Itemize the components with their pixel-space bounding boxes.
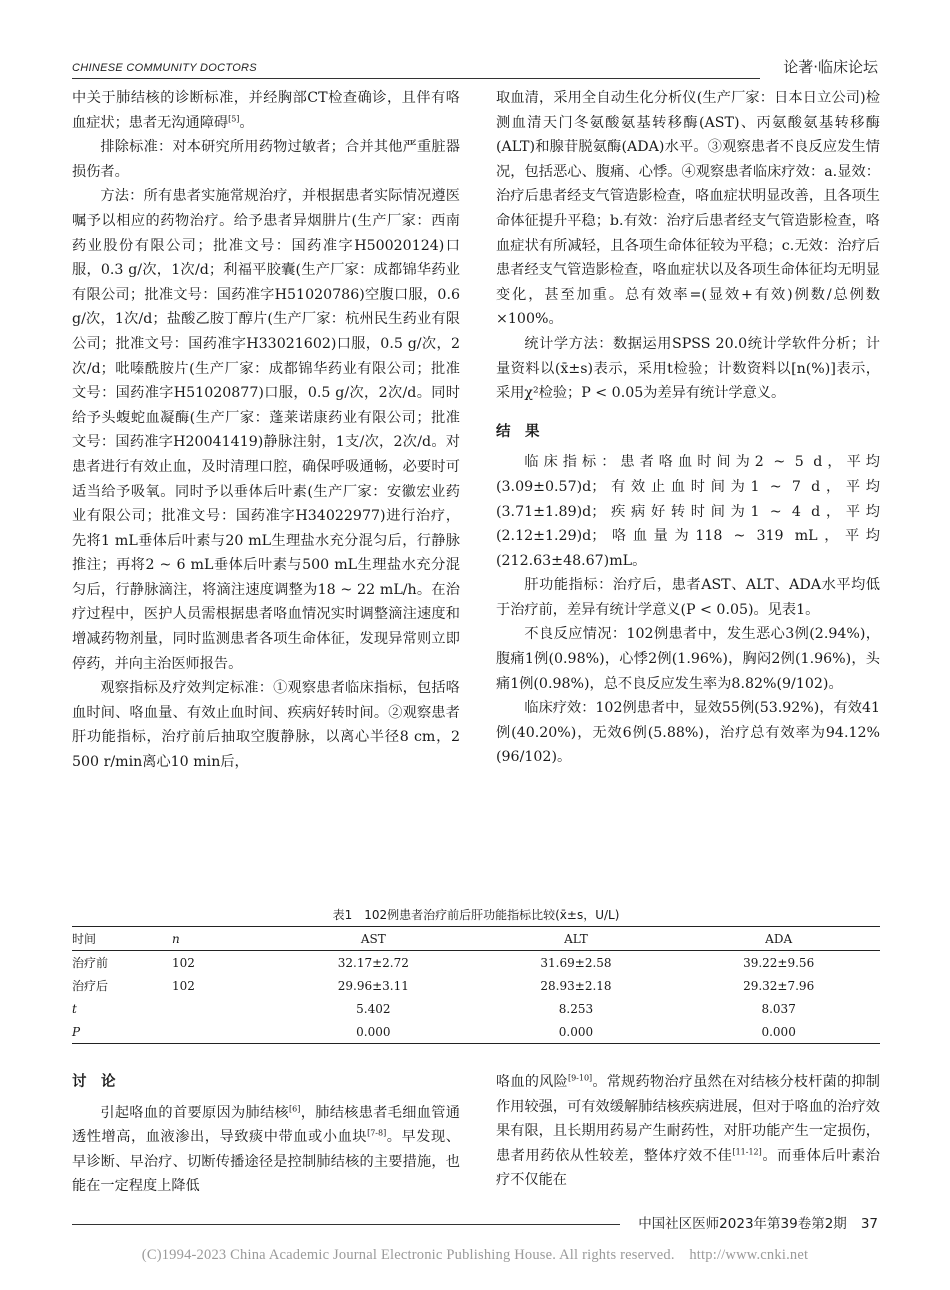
table-caption: 表1 102例患者治疗前后肝功能指标比较(x̄±s，U/L) [332,908,620,922]
table-cell: 0.000 [475,1020,678,1044]
paragraph: 中关于肺结核的诊断标准，并经胸部CT检查确诊，且伴有咯血症状；患者无沟通障碍[5]。 [72,90,460,131]
paragraph: 不良反应情况：102例患者中，发生恶心3例(2.94%)，腹痛1例(0.98%)，心悸2例(1.96%)，胸闷2例(1.96%)，头痛1例(0.98%)，总不良反应发生率为8.82%(9/102)。 [496,626,880,692]
table-cell: P [72,1020,172,1044]
discussion-left [72,1070,460,1199]
table-cell: 治疗前 [72,956,109,970]
header-cell: AST [272,927,475,951]
table-cell: 102 [172,978,195,993]
header-cell: ADA [677,927,880,951]
footer [638,1212,878,1232]
table-cell: t [72,1001,77,1016]
table-cell: 治疗后 [72,979,109,993]
table-cell: 8.253 [558,1001,594,1016]
table-row [72,997,880,1020]
discussion-heading: 讨 论 [72,1074,116,1090]
header-cell: 时间 [72,927,172,951]
table-row [72,974,880,997]
table-row [72,1020,880,1044]
paragraph: 咯血的风险[9-10]。常规药物治疗虽然在对结核分枝杆菌的抑制作用较强，可有效缓解肺结核疾病进展，但对于咯血的治疗效果有限，且长期用药易产生耐药性，对肝功能产生一定损伤，患者用药依从性较差，整体疗效不佳[11-12]。而垂体后叶素治疗不仅能在 [496,1073,880,1189]
table-cell: 0.000 [272,1020,475,1044]
paragraph: 临床疗效：102例患者中，显效55例(53.92%)，有效41例(40.20%)，无效6例(5.88%)，治疗总有效率为94.12%(96/102)。 [496,700,880,766]
results-heading: 结 果 [496,423,540,440]
discussion-right [496,1070,880,1193]
paragraph: 排除标准：对本研究所用药物过敏者；合并其他严重脏器损伤者。 [72,139,460,180]
right-column [496,86,880,770]
footer-rule [72,1224,620,1225]
table-header-row [72,927,880,951]
copyright-notice: (C)1994-2023 China Academic Journal Electronic Publishing House. All rights reserved. http://www.cnki.net [141,1247,809,1263]
header-cell: ALT [475,927,678,951]
table-cell: 0.000 [677,1020,880,1044]
table-cell [172,997,272,1020]
paragraph: 肝功能指标：治疗后，患者AST、ALT、ADA水平均低于治疗前，差异有统计学意义(P < 0.05)。见表1。 [496,577,880,618]
paragraph: 方法：所有患者实施常规治疗，并根据患者实际情况遵医嘱予以相应的药物治疗。给予患者异烟肼片(生产厂家：西南药业股份有限公司；批准文号：国药准字H50020124)口服，0.3 g/次，1次/d；利福平胶囊(生产厂家：成都锦华药业有限公司；批准文号：国药准字H51020786)空腹口服，0.6 g/次，1次/d；盐酸乙胺丁醇片(生产厂家：杭州民生药业有限公司；批准文号：国药准字H33021602)口服，0.5 g/次，2次/d；吡嗪酰胺片(生产厂家：成都锦华药业有限公司；批准文号：国药准字H51020877)口服，0.5 g/次，2次/d。同时给予头蝮蛇血凝酶(生产厂家：蓬莱诺康药业有限公司；批准文号：国药准字H20041419)静脉注射，1支/次，2次/d。对患者进行有效止血，及时清理口腔，确保呼吸通畅，必要时可适当给予吸氧。同时予以垂体后叶素(生产厂家：安徽宏业药业有限公司；批准文号：国药准字H34022977)进行治疗，先将1 mL垂体后叶素与20 mL生理盐水充分混匀后，行静脉推注；再将2 ~ 6 mL垂体后叶素与500 mL生理盐水充分混匀后，行静脉滴注，将滴注速度调整为18 ~ 22 mL/h。在治疗过程中，医护人员需根据患者咯血情况实时调整滴注速度和增减药物剂量，同时监测患者各项生命体征，发现异常则立即停药，并向主治医师报告。 [72,188,460,672]
paragraph: 观察指标及疗效判定标准：①观察患者临床指标，包括咯血时间、咯血量、有效止血时间、疾病好转时间。②观察患者肝功能指标，治疗前后抽取空腹静脉，以离心半径8 cm，2 500 r/min离心10 min后， [72,680,460,771]
table-cell: 28.93±2.18 [540,978,612,993]
section-label: 论著·临床论坛 [783,58,878,76]
journal-issue: 中国社区医师2023年第39卷第2期 [638,1216,847,1232]
table-cell: 29.32±7.96 [743,978,815,993]
paragraph: 临床指标：患者咯血时间为2 ~ 5 d，平均(3.09±0.57)d；有效止血时间为1 ~ 7 d，平均(3.71±1.89)d；疾病好转时间为1 ~ 4 d，平均(2.12±1.29)d；咯血量为118 ~ 319 mL，平均(212.63±48.67)mL。 [496,454,880,569]
journal-name-en: CHINESE COMMUNITY DOCTORS [72,62,257,74]
table-cell: 32.17±2.72 [337,955,409,970]
table-cell: 102 [172,955,195,970]
table-cell: 5.402 [356,1001,391,1016]
left-column [72,86,460,775]
liver-function-table [72,926,880,1044]
table-cell: 8.037 [761,1001,796,1016]
page-number: 37 [860,1216,878,1232]
table-cell: 29.96±3.11 [337,978,409,993]
table-1 [72,906,880,1044]
table-cell: 31.69±2.58 [540,955,612,970]
paragraph: 引起咯血的首要原因为肺结核[6]，肺结核患者毛细血管通透性增高，血液渗出，导致痰中带血或小血块[7-8]。早发现、早诊断、早治疗、切断传播途径是控制肺结核的主要措施，也能在一定程度上降低 [72,1103,460,1195]
header-rule [72,78,760,79]
table-row [72,951,880,975]
table-cell: 39.22±9.56 [743,955,815,970]
paragraph: 统计学方法：数据运用SPSS 20.0统计学软件分析；计量资料以(x̄±s)表示，采用t检验；计数资料以[n(%)]表示，采用χ²检验；P < 0.05为差异有统计学意义。 [496,335,880,402]
paragraph: 取血清，采用全自动生化分析仪(生产厂家：日本日立公司)检测血清天门冬氨酸氨基转移酶(AST)、丙氨酸氨基转移酶(ALT)和腺苷脱氨酶(ADA)水平。③观察患者不良反应发生情况，包括恶心、腹痛、心悸。④观察患者临床疗效：a.显效：治疗后患者经支气管造影检查，咯血症状明显改善，且各项生命体征提升平稳；b.有效：治疗后患者经支气管造影检查，咯血症状有所减轻，且各项生命体征较为平稳；c.无效：治疗后患者经支气管造影检查，咯血症状以及各项生命体征均无明显变化，甚至加重。总有效率=(显效+有效)例数/总例数×100%。 [496,90,880,328]
table-cell [172,1020,272,1044]
header-cell: n [172,927,272,951]
